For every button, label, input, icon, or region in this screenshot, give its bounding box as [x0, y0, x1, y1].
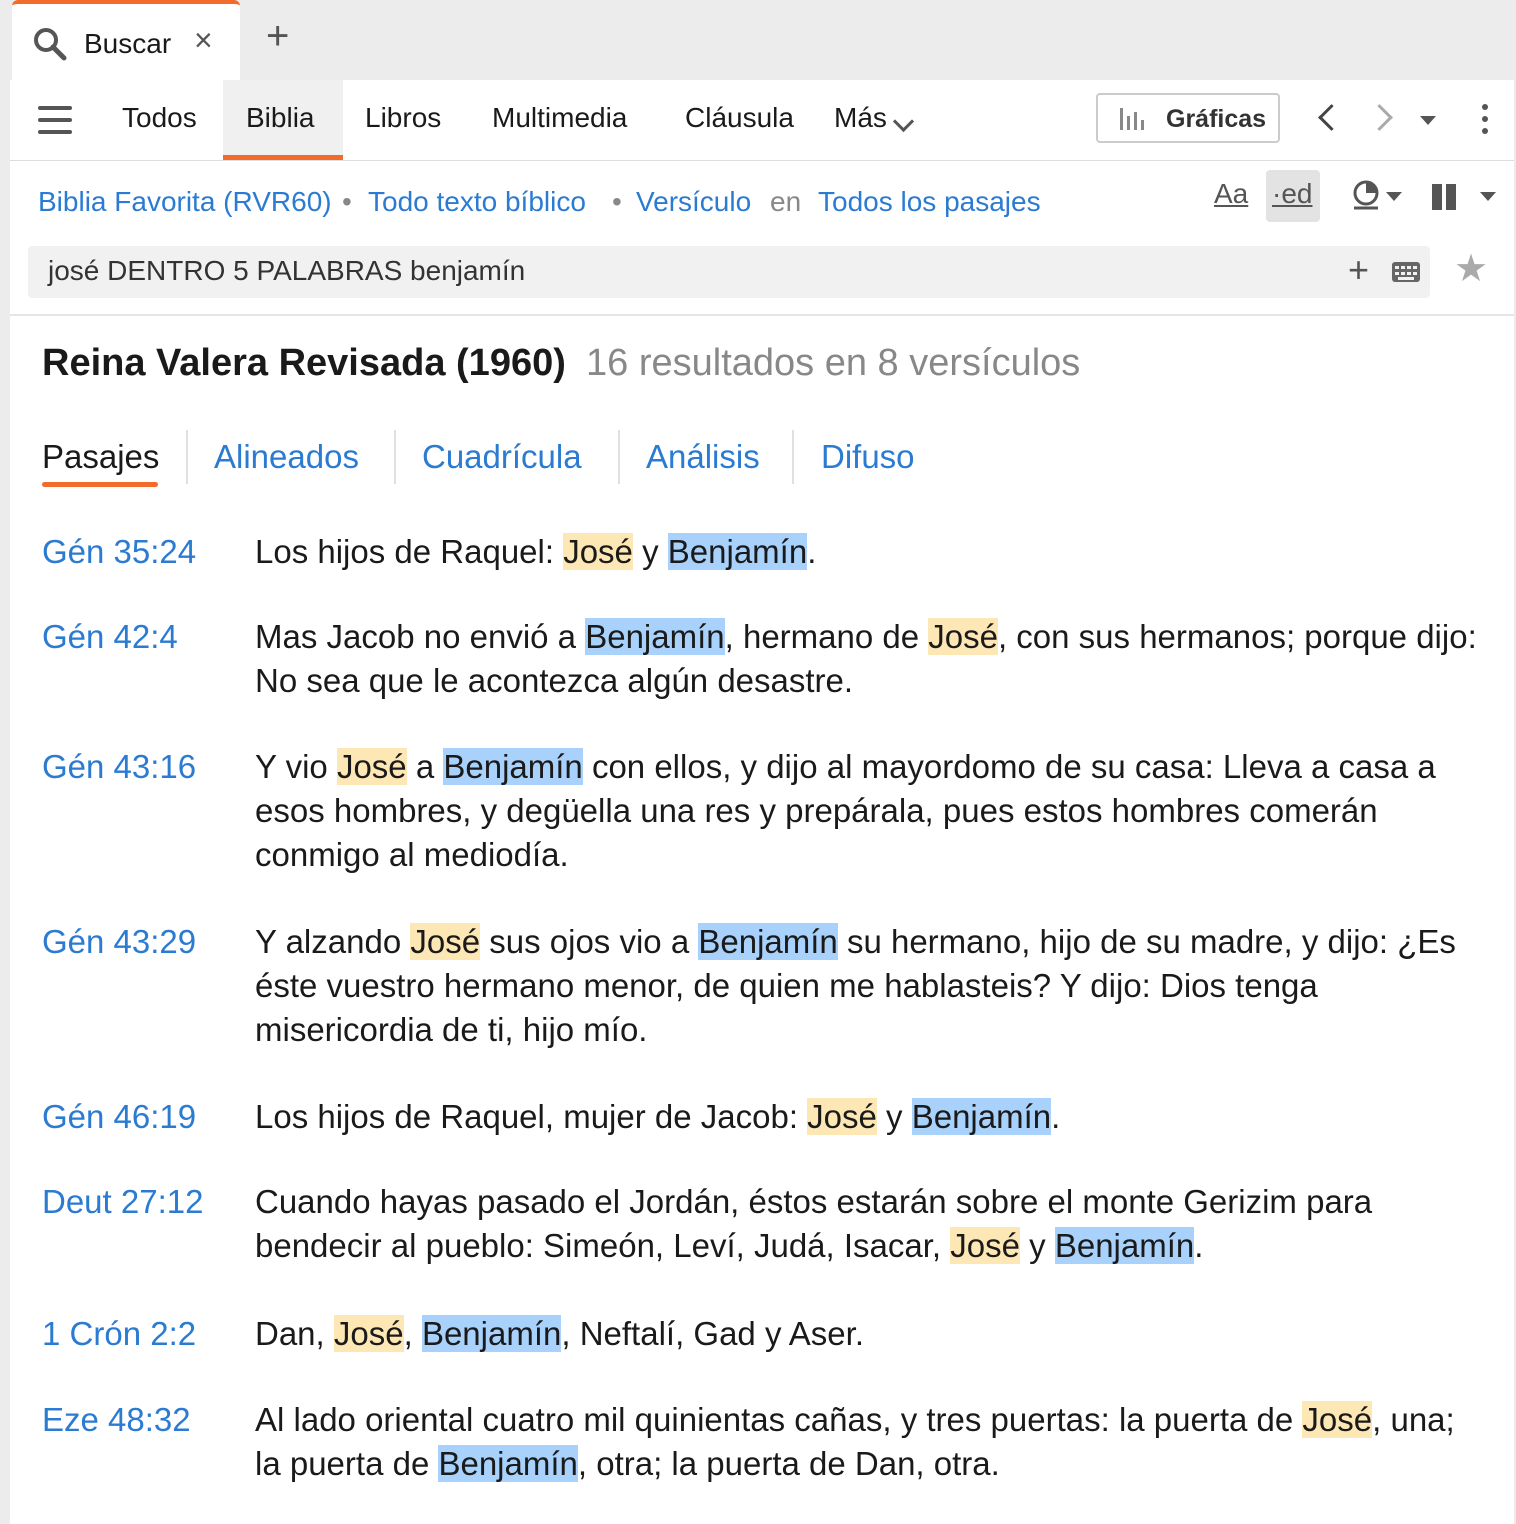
results-version-title: Reina Valera Revisada (1960): [42, 342, 566, 384]
highlight-benjamin: Benjamín: [421, 1315, 562, 1352]
highlight-jose: José: [1302, 1401, 1373, 1438]
verse-text-segment: sus ojos vio a: [480, 923, 699, 960]
highlight-benjamin: Benjamín: [667, 533, 808, 570]
highlight-benjamin: Benjamín: [585, 618, 725, 655]
highlight-jose: José: [333, 1315, 404, 1352]
highlight-benjamin: Benjamín: [1054, 1227, 1195, 1264]
nav-biblia[interactable]: Biblia: [246, 102, 315, 133]
verse-text-segment: Al lado oriental cuatro mil quinientas cañas, y tres puertas: la puerta de: [255, 1401, 1303, 1438]
verse-text-segment: .: [1051, 1098, 1061, 1135]
favorite-star-icon[interactable]: ★: [1454, 248, 1489, 290]
verse-text-segment: Y vio: [255, 748, 337, 785]
nav-mas[interactable]: Más: [834, 102, 887, 133]
tab-analisis[interactable]: Análisis: [646, 438, 760, 475]
verse-text-segment: Los hijos de Raquel:: [255, 533, 564, 570]
separator-dot: •: [342, 186, 352, 217]
bible-selector[interactable]: Biblia Favorita (RVR60): [38, 186, 332, 217]
tab-buscar[interactable]: [12, 0, 240, 80]
verse-text[interactable]: [255, 1095, 1480, 1139]
back-arrow-icon[interactable]: [1318, 104, 1345, 131]
tab-label: Buscar: [84, 28, 172, 59]
nav-libros[interactable]: Libros: [365, 102, 442, 133]
verse-text-segment: con ellos, y dijo al mayordomo de su casa: Lleva a casa a esos hombres, y degüella una res y prepárala, pues estos hombres comerán conmigo al mediodía.: [255, 748, 1436, 873]
history-dropdown-icon[interactable]: [1420, 116, 1436, 125]
verse-text[interactable]: [255, 1180, 1480, 1268]
tab-strip: [0, 0, 1516, 80]
verse-text[interactable]: [255, 1312, 1480, 1356]
verse-text-segment: y: [876, 1098, 912, 1135]
verse-text-segment: .: [807, 533, 817, 570]
stemming-toggle[interactable]: [1266, 170, 1320, 222]
add-term-plus-icon[interactable]: +: [1348, 249, 1370, 290]
tab-separator: [618, 430, 620, 484]
active-tab-underline: [42, 482, 158, 487]
unit-selector[interactable]: Versículo: [636, 186, 752, 217]
more-options-icon[interactable]: [1482, 104, 1488, 140]
range-selector[interactable]: Todos los pasajes: [818, 186, 1041, 217]
search-input[interactable]: [28, 246, 1430, 298]
verse-text[interactable]: [255, 1398, 1480, 1486]
verse-text[interactable]: [255, 920, 1480, 1052]
verse-reference-link[interactable]: Gén 43:16: [42, 748, 197, 785]
graficas-button[interactable]: [1096, 93, 1280, 143]
keyboard-icon[interactable]: [1392, 262, 1420, 282]
search-options-row: [10, 160, 1514, 244]
search-query-text: josé DENTRO 5 PALABRAS benjamín: [48, 255, 526, 286]
tab-difuso[interactable]: Difuso: [821, 438, 915, 475]
tab-separator: [394, 430, 396, 484]
verse-reference-link[interactable]: Gén 35:24: [42, 533, 197, 570]
tab-pasajes[interactable]: Pasajes: [42, 438, 160, 475]
highlight-benjamin: Benjamín: [911, 1098, 1052, 1135]
navbar: [10, 80, 1514, 161]
layout-dropdown-icon[interactable]: [1480, 192, 1496, 201]
highlight-benjamin: Benjamín: [438, 1445, 578, 1482]
nav-todos[interactable]: Todos: [122, 102, 197, 133]
graficas-label: Gráficas: [1166, 105, 1267, 133]
verse-reference-link[interactable]: Gén 42:4: [42, 618, 178, 655]
tab-cuadricula[interactable]: Cuadrícula: [422, 438, 582, 475]
highlight-jose: José: [950, 1227, 1020, 1264]
visual-filter-dropdown-icon[interactable]: [1386, 192, 1402, 201]
verse-text-segment: Cuando hayas pasado el Jordán, éstos estarán sobre el monte Gerizim para bendecir al pueblo: Simeón, Leví, Judá, Isacar,: [255, 1183, 1373, 1264]
verse-reference-link[interactable]: Deut 27:12: [42, 1183, 204, 1220]
visual-filter-icon[interactable]: [1352, 180, 1382, 210]
search-panel: [10, 80, 1514, 1524]
nav-multimedia[interactable]: Multimedia: [492, 102, 628, 133]
chevron-down-icon[interactable]: [893, 111, 914, 132]
highlight-jose: José: [928, 618, 998, 655]
verse-text-segment: .: [1194, 1227, 1204, 1264]
verse-text-segment: , otra; la puerta de Dan, otra.: [577, 1445, 1000, 1482]
hamburger-menu-icon[interactable]: [38, 106, 72, 134]
columns-layout-icon[interactable]: [1432, 184, 1458, 210]
verse-text-segment: y: [1019, 1227, 1055, 1264]
bar-chart-icon: [1120, 108, 1150, 130]
forward-arrow-icon[interactable]: [1366, 104, 1393, 131]
separator-dot: •: [612, 186, 622, 217]
highlight-jose: José: [410, 923, 481, 960]
results-count: 16 resultados en 8 versículos: [586, 342, 1081, 384]
verse-text-segment: su hermano, hijo de su madre, y dijo: ¿Es éste vuestro hermano menor, de quien me hablasteis? Y dijo: Dios tenga misericordia de ti, hijo mío.: [255, 923, 1456, 1048]
scope-selector[interactable]: Todo texto bíblico: [368, 186, 586, 217]
highlight-jose: José: [563, 533, 633, 570]
verse-text-segment: , Neftalí, Gad y Aser.: [561, 1315, 864, 1352]
tab-alineados[interactable]: Alineados: [214, 438, 359, 475]
verse-text-segment: a: [406, 748, 444, 785]
highlight-benjamin: Benjamín: [443, 748, 583, 785]
new-tab-plus-icon[interactable]: +: [266, 14, 290, 58]
verse-text[interactable]: [255, 745, 1480, 877]
verse-text-segment: Los hijos de Raquel, mujer de Jacob:: [255, 1098, 808, 1135]
verse-text-segment: Dan,: [255, 1315, 334, 1352]
font-size-icon[interactable]: Aa: [1214, 178, 1249, 209]
verse-text-segment: , con sus hermanos; porque dijo: No sea que le acontezca algún desastre.: [255, 618, 1477, 699]
verse-text-segment: ,: [403, 1315, 422, 1352]
verse-text-segment: Y alzando: [255, 923, 411, 960]
highlight-benjamin: Benjamín: [698, 923, 838, 960]
highlight-jose: José: [336, 748, 407, 785]
divider: [10, 314, 1514, 316]
verse-reference-link[interactable]: Gén 46:19: [42, 1098, 197, 1135]
en-label: en: [770, 186, 802, 217]
verse-reference-link[interactable]: Eze 48:32: [42, 1401, 191, 1438]
search-icon: [32, 26, 68, 62]
verse-text-segment: y: [632, 533, 668, 570]
nav-clausula[interactable]: Cláusula: [685, 102, 794, 133]
close-icon[interactable]: ×: [194, 22, 213, 58]
stemming-label: ·ed: [1272, 178, 1313, 209]
tab-separator: [186, 430, 188, 484]
verse-text[interactable]: [255, 530, 1480, 574]
verse-text-segment: Mas Jacob no envió a: [255, 618, 586, 655]
highlight-jose: José: [807, 1098, 877, 1135]
verse-reference-link[interactable]: 1 Crón 2:2: [42, 1315, 197, 1352]
verse-text-segment: , hermano de: [724, 618, 929, 655]
tab-separator: [792, 430, 794, 484]
verse-text-segment: , una; la puerta de: [255, 1401, 1455, 1482]
verse-reference-link[interactable]: Gén 43:29: [42, 923, 197, 960]
verse-text[interactable]: [255, 615, 1480, 703]
